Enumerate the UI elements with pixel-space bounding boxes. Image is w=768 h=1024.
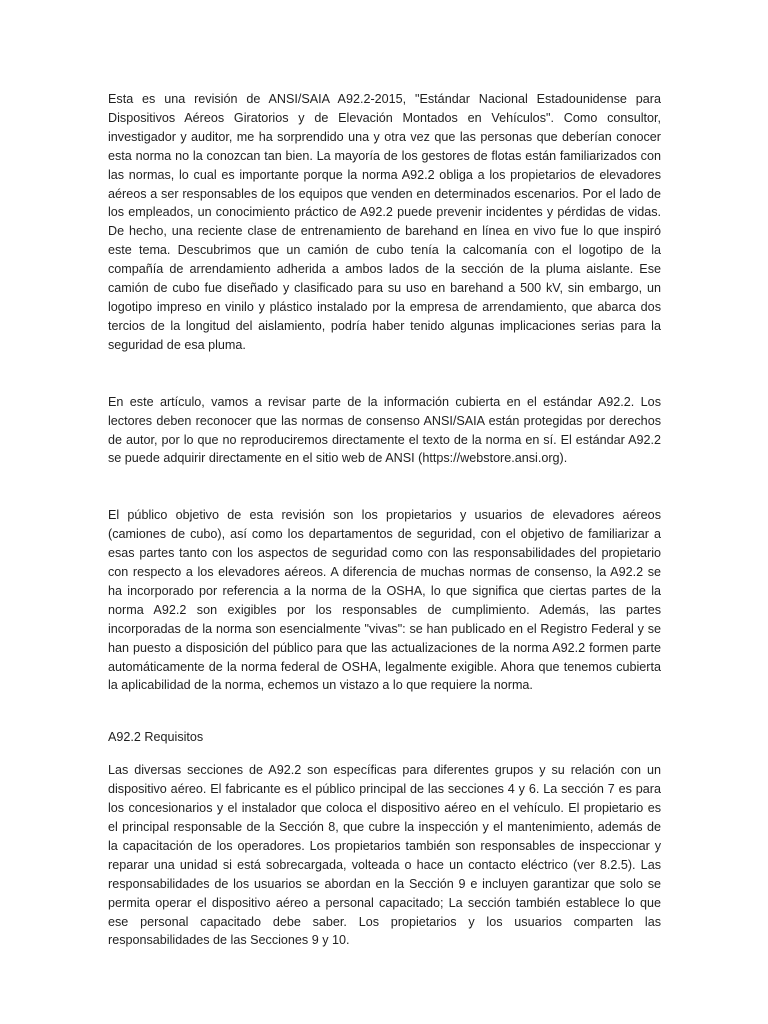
intro-paragraph: Esta es una revisión de ANSI/SAIA A92.2-2015, "Estándar Nacional Estadounidense para Dispositivos Aéreos Giratorios y de Elevación Montados en Vehículos". Como consultor, investigador y auditor, me ha sorprendido una y otra vez que las personas que deberían conocer esta norma no la conozcan tan bien. La mayoría de los gestores de flotas están familiarizados con las normas, lo cual es importante porque la norma A92.2 obliga a los propietarios de elevadores aéreos a ser responsables de los equipos que venden en determinados escenarios. Por el lado de los empleados, un conocimiento práctico de A92.2 puede prevenir incidentes y pérdidas de vidas. De hecho, una reciente clase de entrenamiento de barehand en línea en vivo fue lo que inspiró este tema. Descubrimos que un camión de cubo tenía la calcomanía con el logotipo de la compañía de arrendamiento adherida a ambos lados de la sección de la pluma aislante. Ese camión de cubo fue diseñado y clasificado para su uso en barehand a 500 kV, sin embargo, un logotipo impreso en vinilo y plástico instalado por la empresa de arrendamiento, que abarca dos tercios de la longitud del aislamiento, podría haber tenido algunas implicaciones serias para la seguridad de esa pluma. [108, 92, 661, 352]
document-page [108, 90, 661, 950]
audience-paragraph: El público objetivo de esta revisión son los propietarios y usuarios de elevadores aéreos (camiones de cubo), así como los departamentos de seguridad, con el objetivo de familiarizar a esas partes tanto con los aspectos de seguridad como con las responsabilidades del propietario con respecto a los elevadores aéreos. A diferencia de muchas normas de consenso, la A92.2 se ha incorporado por referencia a la norma de la OSHA, lo que significa que ciertas partes de la norma A92.2 son exigibles por los responsables de cumplimiento. Además, las partes incorporadas de la norma son esencialmente "vivas": se han publicado en el Registro Federal y se han puesto a disposición del público para que las actualizaciones de la norma A92.2 formen parte automáticamente de la norma federal de OSHA, legalmente exigible. Ahora que tenemos cubierta la aplicabilidad de la norma, echemos un vistazo a lo que requiere la norma. [108, 508, 661, 693]
copyright-paragraph: En este artículo, vamos a revisar parte de la información cubierta en el estándar A92.2. Los lectores deben reconocer que las normas de consenso ANSI/SAIA están protegidas por derechos de autor, por lo que no reproduciremos directamente el texto de la norma en sí. El estándar A92.2 se puede adquirir directamente en el sitio web de ANSI (https://webstore.ansi.org). [108, 394, 661, 466]
section-heading: A92.2 Requisitos [108, 730, 204, 745]
requirements-paragraph: Las diversas secciones de A92.2 son específicas para diferentes grupos y su relación con un dispositivo aéreo. El fabricante es el público principal de las secciones 4 y 6. La sección 7 es para los concesionarios y el instalador que coloca el dispositivo aéreo en el vehículo. El propietario es el principal responsable de la Sección 8, que cubre la inspección y el mantenimiento, además de la capacitación de los operadores. Los propietarios también son responsables de inspeccionar y reparar una unidad si está sobrecargada, volteada o hace un contacto eléctrico (ver 8.2.5). Las responsabilidades de los usuarios se abordan en la Sección 9 e incluyen garantizar que solo se permita operar el dispositivo aéreo a personal capacitado; La sección también establece lo que ese personal capacitado debe saber. Los propietarios y los usuarios comparten las responsabilidades de las Secciones 9 y 10. [108, 763, 661, 948]
